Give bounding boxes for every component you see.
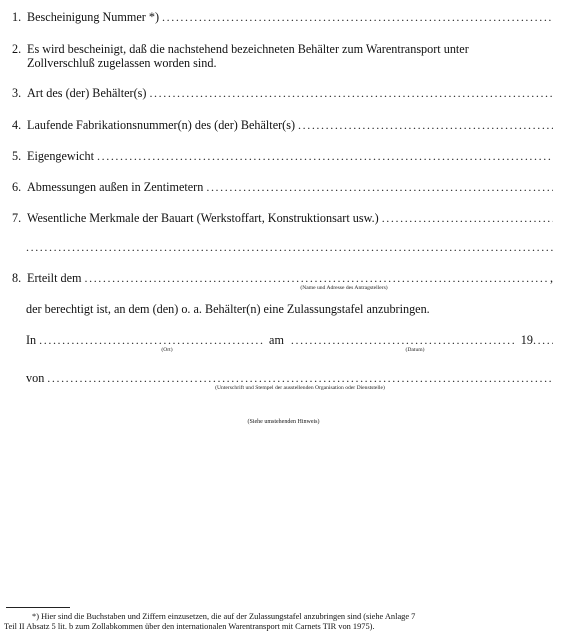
year-fill-in-line[interactable] (533, 333, 553, 347)
item-4-serial-numbers (12, 118, 553, 132)
date-fill-in-line[interactable] (288, 333, 517, 347)
item-5-tare-weight (12, 149, 553, 163)
declaration-line-2: Zollverschluß zugelassen worden sind. (27, 56, 217, 70)
fill-in-line[interactable] (203, 180, 553, 194)
item-number: 2. (12, 42, 22, 56)
item-3-container-type (12, 86, 553, 100)
footnote-line-1: *) Hier sind die Buchstaben und Ziffern einzusetzen, die auf der Zulassungstafel anzubringen sind (siehe Anlage 7 (32, 612, 416, 621)
item-8-issued-to (12, 271, 553, 285)
footnote-line-2: Teil II Absatz 5 lit. b zum Zollabkommen über den internationalen Warentransport mit Carnets TIR von 1975). (4, 622, 375, 631)
item-number: 5. (12, 149, 22, 163)
fill-in-line[interactable] (295, 118, 553, 132)
place-fill-in-line[interactable] (36, 333, 265, 347)
authorization-line: der berechtigt ist, an dem (den) o. a. Behälter(n) eine Zulassungstafel anzubringen. (26, 302, 430, 316)
fill-in-line[interactable] (94, 149, 553, 163)
item-number: 4. (12, 118, 22, 132)
item-number: 7. (12, 211, 22, 225)
fill-in-line[interactable] (26, 240, 553, 254)
date-caption: (Datum) (405, 347, 425, 353)
see-reverse-note: (Siehe umstehenden Hinweis) (247, 419, 320, 425)
fill-in-line[interactable] (379, 211, 553, 225)
item-label: Abmessungen außen in Zentimetern (27, 180, 204, 194)
in-label: In (26, 333, 37, 347)
signature-fill-in-line[interactable] (44, 371, 553, 385)
place-date-row (26, 333, 553, 347)
item-number: 8. (12, 271, 22, 285)
item-6-external-dimensions (12, 180, 553, 194)
item-label: Art des (der) Behälter(s) (27, 86, 147, 100)
place-caption: (Ort) (161, 347, 173, 353)
item-label: Erteilt dem (27, 271, 82, 285)
year-prefix: 19 (520, 333, 533, 347)
item-label: Bescheinigung Nummer *) (27, 10, 160, 24)
item-1-certificate-number (12, 10, 553, 24)
item-8-authorization-text (26, 302, 553, 316)
declaration-line-1: Es wird bescheinigt, daß die nachstehend bezeichneten Behälter zum Warentransport unter (27, 42, 469, 56)
item-label: Wesentliche Merkmale der Bauart (Werkstoffart, Konstruktionsart usw.) (27, 211, 379, 225)
fill-in-line[interactable] (146, 86, 553, 100)
applicant-fill-in-line[interactable] (82, 271, 548, 285)
item-label: Laufende Fabrikationsnummer(n) des (der) Behälter(s) (27, 118, 296, 132)
item-2-declaration (12, 42, 553, 70)
item-number: 6. (12, 180, 22, 194)
applicant-caption: (Name und Adresse des Antragstellers) (300, 285, 388, 291)
signature-caption: (Unterschrift und Stempel der ausstellenden Organisation oder Dienststelle) (215, 385, 385, 391)
von-label: von (26, 371, 45, 385)
fill-in-line[interactable] (159, 10, 553, 24)
am-label: am (269, 333, 284, 347)
item-label: Eigengewicht (27, 149, 95, 163)
item-7-continuation-line (26, 240, 553, 254)
footnote (4, 612, 561, 632)
item-number: 3. (12, 86, 22, 100)
trailing-comma: , (549, 271, 553, 285)
footnote-divider (6, 607, 70, 608)
item-number: 1. (12, 10, 22, 24)
signature-row (26, 371, 553, 385)
item-7-construction-features (12, 211, 553, 225)
